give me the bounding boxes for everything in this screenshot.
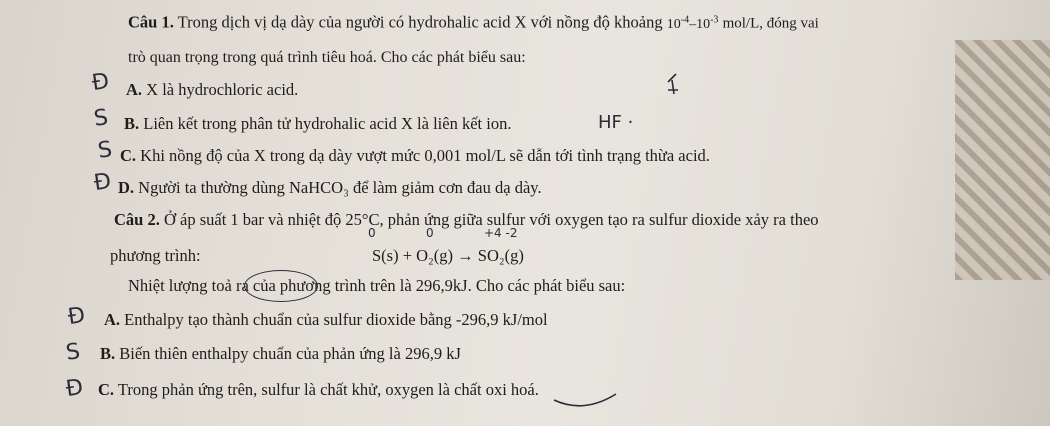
- q1-option-d: D. Người ta thường dùng NaHCO₃ để làm giảm cơn đau dạ dày.: [118, 178, 542, 197]
- q2-option-b: B. Biến thiên enthalpy chuẩn của phản ứng là 296,9 kJ: [100, 344, 461, 363]
- q1-mark-d: Đ: [92, 168, 113, 197]
- q2-label: Câu 2.: [114, 210, 160, 229]
- q1-intro-tail: mol/L, đóng vai: [722, 15, 819, 32]
- q2-mark-b: S: [64, 339, 82, 366]
- ox-state-so2: +4 -2: [484, 226, 518, 240]
- q1-intro-line2: trò quan trọng trong quá trình tiêu hoá. Cho các phát biểu sau:: [128, 49, 526, 66]
- q2-eq-prefix: phương trình:: [110, 246, 201, 265]
- q1-mark-b: S: [92, 105, 110, 132]
- q1-note-hf: HF ·: [598, 112, 634, 133]
- q1-mark-c: S: [96, 137, 114, 164]
- ox-state-s: 0: [368, 226, 376, 240]
- q2-mark-c: Đ: [64, 374, 85, 403]
- q2-mark-a: Đ: [66, 302, 87, 331]
- q2-equation: S(s) + O₂(g) → SO₂(g): [372, 246, 524, 265]
- q2-option-c: C. Trong phản ứng trên, sulfur là chất khử, oxygen là chất oxi hoá.: [98, 380, 539, 399]
- q1-option-b: B. Liên kết trong phân tử hydrohalic acid X là liên kết ion.: [124, 114, 512, 133]
- q1-option-c: C. Khi nồng độ của X trong dạ dày vượt mức 0,001 mol/L sẽ dẫn tới tình trạng thừa acid.: [120, 146, 710, 165]
- q2-heat-line: Nhiệt lượng toả ra của phương trình trên là 296,9kJ. Cho các phát biểu sau:: [128, 276, 626, 295]
- q1-mark-a: Đ: [90, 68, 111, 97]
- underline-scribble: [554, 394, 616, 406]
- q1-label: Câu 1.: [128, 12, 174, 32]
- q1-option-a: A. X là hydrochloric acid.: [126, 80, 299, 99]
- q1-concentration-range: $10^{-4}-10^{-3}$: [666, 14, 719, 32]
- q1-intro-text: Trong dịch vị dạ dày của người có hydrohalic acid X với nồng độ khoảng: [177, 12, 663, 32]
- q2-intro: Câu 2. Ở áp suất 1 bar và nhiệt độ 25°C, phản ứng giữa sulfur với oxygen tạo ra sulfur dioxide xảy ra theo: [114, 210, 819, 229]
- ox-state-o: 0: [426, 226, 434, 240]
- scribble-mark-top: [668, 74, 678, 94]
- q2-option-a: A. Enthalpy tạo thành chuẩn của sulfur dioxide bằng -296,9 kJ/mol: [104, 310, 548, 329]
